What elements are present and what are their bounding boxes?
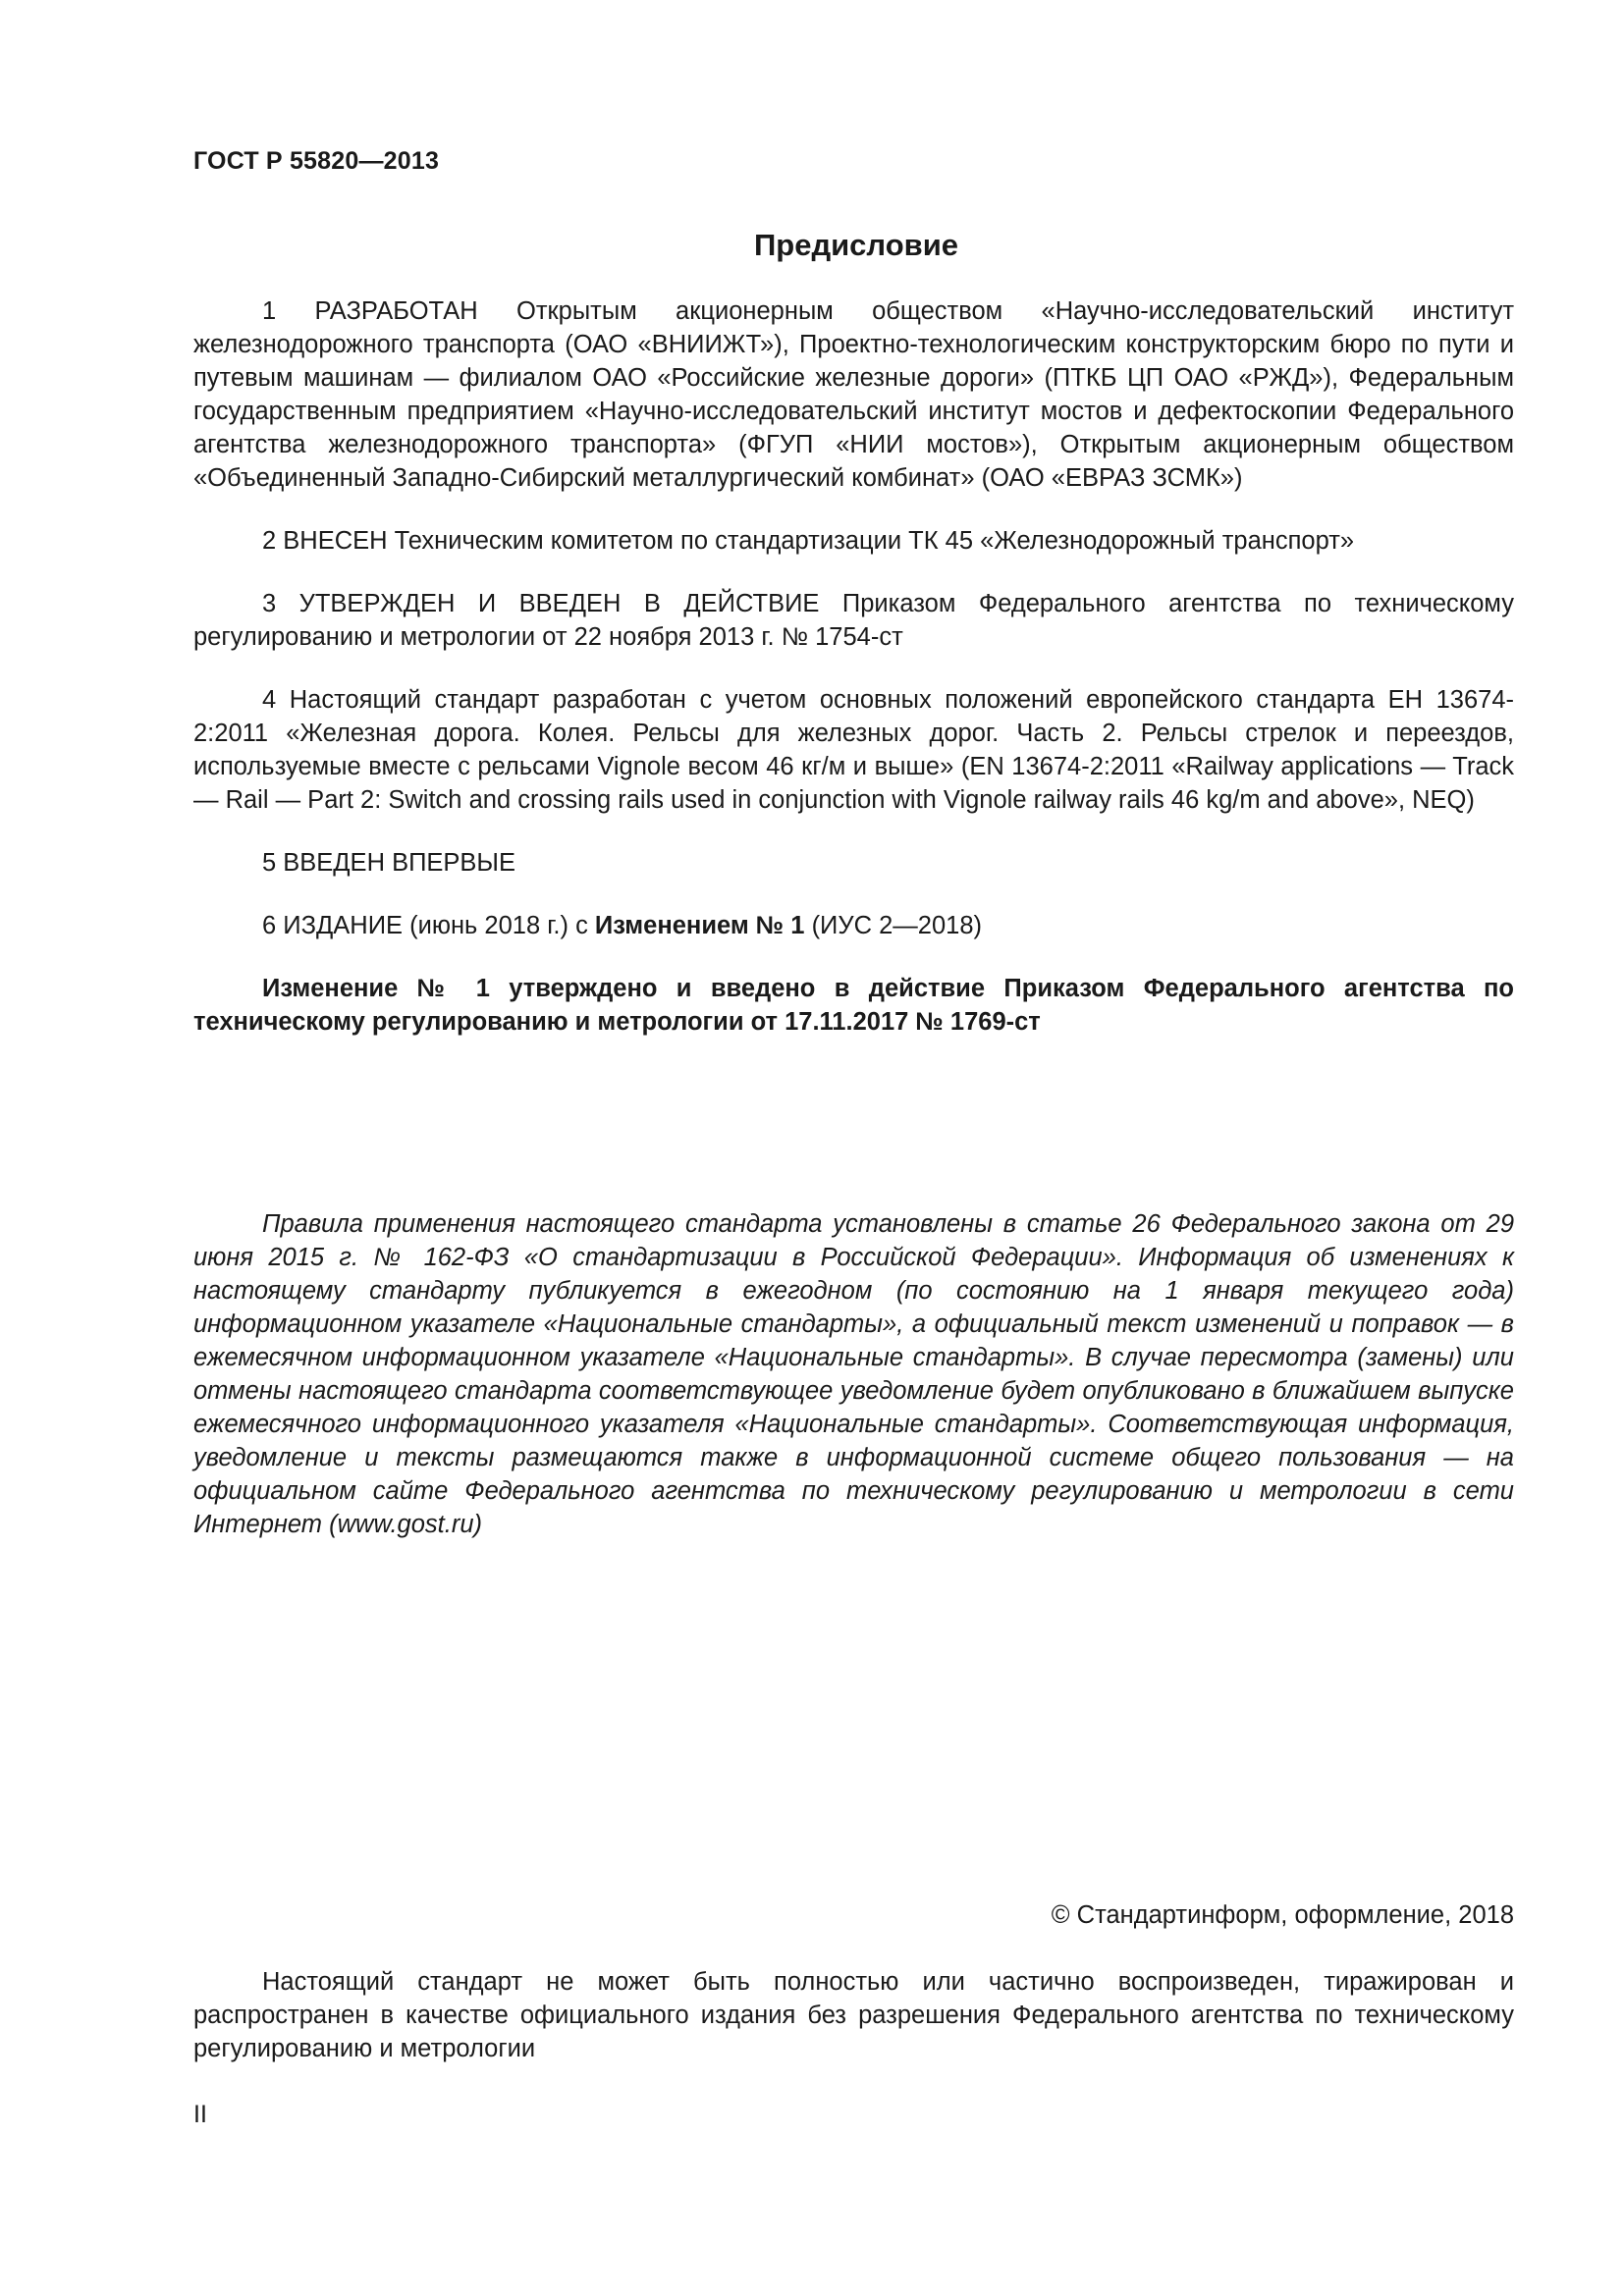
paragraph-edition <box>193 909 1514 942</box>
paragraph-amendment-note: Изменение № 1 утверждено и введено в действие Приказом Федерального агентства по техническому регулированию и метрологии от 17.11.2017 № 1769-ст <box>193 975 1514 1036</box>
rules-notice: Правила применения настоящего стандарта установлены в статье 26 Федерального закона от 29 июня 2015 г. № 162-ФЗ «О стандартизации в Российской Федерации». Информация об изменениях к настоящему стандарту публикуется в ежегодном (по состоянию на 1 января текущего года) информационном указателе «Национальные стандарты», а официальный текст изменений и поправок — в ежемесячном информационном указателе «Национальные стандарты». В случае пересмотра (замены) или отмены настоящего стандарта соответствующее уведомление будет опубликовано в ближайшем выпуске ежемесячного информационного указателя «Национальные стандарты». Соответствующая информация, уведомление и тексты размещаются также в информационной системе общего пользования — на официальном сайте Федерального агентства по техническому регулированию и метрологии в сети Интернет (www.gost.ru) <box>193 1210 1514 1538</box>
paragraph-developed-by: 1 РАЗРАБОТАН Открытым акционерным обществом «Научно-исследовательский институт железнодорожного транспорта (ОАО «ВНИИЖТ»), Проектно-технологическим конструкторским бюро по пути и путевым машинам — филиалом ОАО «Российские железные дороги» (ПТКБ ЦП ОАО «РЖД»), Федеральным государственным предприятием «Научно-исследовательский институт мостов и дефектоскопии Федерального агентства железнодорожного транспорта» (ФГУП «НИИ мостов»), Открытым акционерным обществом «Объединенный Западно-Сибирский металлургический комбинат» (ОАО «ЕВРАЗ ЗСМК») <box>193 297 1514 492</box>
copyright-notice: © Стандартинформ, оформление, 2018 <box>1051 1901 1514 1929</box>
reproduction-disclaimer: Настоящий стандарт не может быть полностью или частично воспроизведен, тиражирован и распространен в качестве официального издания без разрешения Федерального агентства по техническому регулированию и метрологии <box>193 1968 1514 2062</box>
paragraph-based-on: 4 Настоящий стандарт разработан с учетом основных положений европейского стандарта ЕН 13674-2:2011 «Железная дорога. Колея. Рельсы для железных дорог. Часть 2. Рельсы стрелок и переездов, используемые вместе с рельсами Vignole весом 46 кг/м и выше» (EN 13674-2:2011 «Railway applications — Track — Rail — Part 2: Switch and crossing rails used in conjunction with Vignole railway rails 46 kg/m and above», NEQ) <box>193 686 1514 814</box>
page-number: II <box>193 2101 207 2128</box>
preface-content <box>193 294 1514 1039</box>
edition-amendment: Изменением № 1 <box>594 912 805 939</box>
paragraph-first-introduced: 5 ВВЕДЕН ВПЕРВЫЕ <box>262 849 516 877</box>
page-title: Предисловие <box>753 228 958 262</box>
edition-suffix: (ИУС 2—2018) <box>804 912 982 939</box>
paragraph-approved: 3 УТВЕРЖДЕН И ВВЕДЕН В ДЕЙСТВИЕ Приказом Федерального агентства по техническому регулированию и метрологии от 22 ноября 2013 г. № 1754-ст <box>193 590 1514 651</box>
document-code: ГОСТ Р 55820—2013 <box>193 147 440 175</box>
paragraph-submitted-by: 2 ВНЕСЕН Техническим комитетом по стандартизации ТК 45 «Железнодорожный транспорт» <box>262 527 1355 555</box>
edition-prefix: 6 ИЗДАНИЕ (июнь 2018 г.) с <box>262 912 595 939</box>
